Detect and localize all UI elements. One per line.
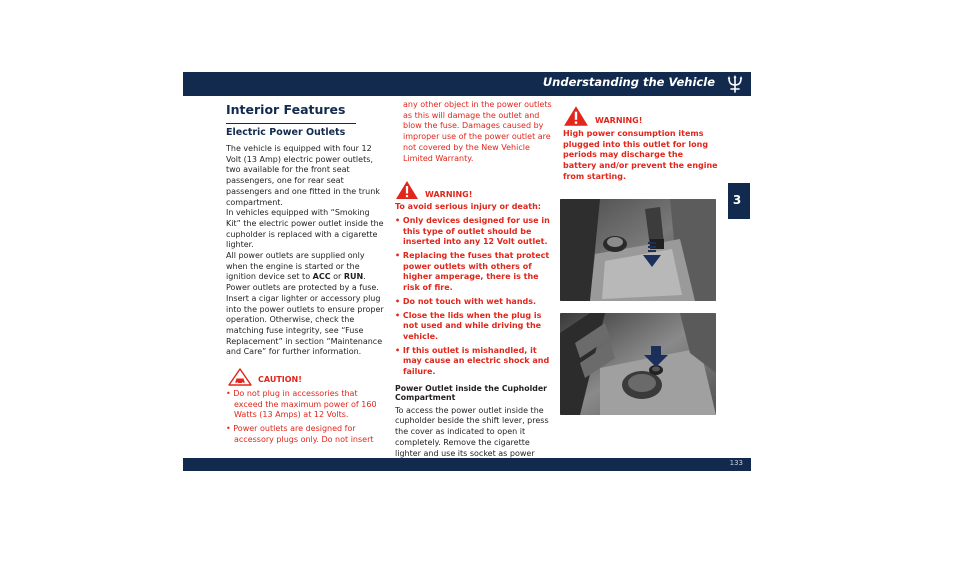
column-2 <box>395 100 555 470</box>
car-caution-icon <box>228 368 252 386</box>
paragraph: In vehicles equipped with “Smoking Kit” the electric power outlet inside the cupholder is replaced with a cigarette lighter. <box>226 208 384 250</box>
warning-bullet: • Only devices designed for use in this type of outlet should be inserted into any 12 Volt outlet. <box>395 215 550 247</box>
warning-bullet: • If this outlet is mishandled, it may cause an electric shock and failure. <box>395 345 550 377</box>
warning-intro: To avoid serious injury or death: <box>395 202 541 212</box>
subsection-title: Electric Power Outlets <box>226 127 346 138</box>
warning-text: High power consumption items plugged into this outlet for long periods may discharge the battery and/or prevent the engine from starting. <box>563 129 718 181</box>
page-header-bar <box>183 72 751 96</box>
caution-bullet: • Power outlets are designed for accessory plugs only. Do not insert <box>226 424 374 444</box>
paragraph: The vehicle is equipped with four 12 Volt (13 Amp) electric power outlets, two available for the front seat passengers, one for rear seat passengers and one fitted in the trunk compartment. <box>226 144 380 207</box>
caution-label: CAUTION! <box>228 368 384 386</box>
warning-bullet: • Replacing the fuses that protect power outlets with others of higher amperage, there is the risk of fire. <box>395 251 550 293</box>
warning-triangle-icon <box>395 180 419 200</box>
caution-continued: any other object in the power outlets as this will damage the outlet and blow the fuse. Damages caused by improper use of the power outlet are not covered by the New Vehicle Limited Warranty. <box>403 100 552 163</box>
console-photo-cupholder-open <box>560 313 716 415</box>
running-header-title: Understanding the Vehicle <box>542 75 715 89</box>
console-photo-cover-closed <box>560 199 716 301</box>
column-3 <box>563 100 718 183</box>
chapter-number: 3 <box>732 193 742 207</box>
warning-bullet: • Do not touch with wet hands. <box>395 296 537 306</box>
column-1 <box>226 100 384 446</box>
subheading: Power Outlet inside the Cupholder Compartment <box>395 383 547 403</box>
warning-label: WARNING! <box>395 180 555 200</box>
trident-logo-icon <box>725 74 745 94</box>
paragraph: Power outlets are protected by a fuse. Insert a cigar lighter or accessory plug into the power outlets to ensure proper operation. Otherwise, check the matching fuse integrity, see “Fuse Replacement” in section “Maintenance and Care” for further information. <box>226 283 384 357</box>
caution-bullet: • Do not plug in accessories that exceed the maximum power of 160 Watts (13 Amps) at 12 Volts. <box>226 389 377 420</box>
warning-triangle-icon <box>563 105 589 127</box>
page-number: 133 <box>729 459 743 467</box>
warning-label: WARNING! <box>563 105 718 127</box>
chapter-tab <box>728 183 750 219</box>
paragraph: To access the power outlet inside the cupholder beside the shift lever, press the cover as indicated to open it completely. Remove the cigarette lighter and use its socket as power <box>395 405 549 458</box>
page-footer-bar <box>183 458 751 471</box>
warning-bullet: • Close the lids when the plug is not used and while driving the vehicle. <box>395 310 542 341</box>
paragraph: All power outlets are supplied only when the engine is started or the ignition device set to ACC or RUN. <box>226 251 366 282</box>
section-title: Interior Features <box>226 103 384 117</box>
